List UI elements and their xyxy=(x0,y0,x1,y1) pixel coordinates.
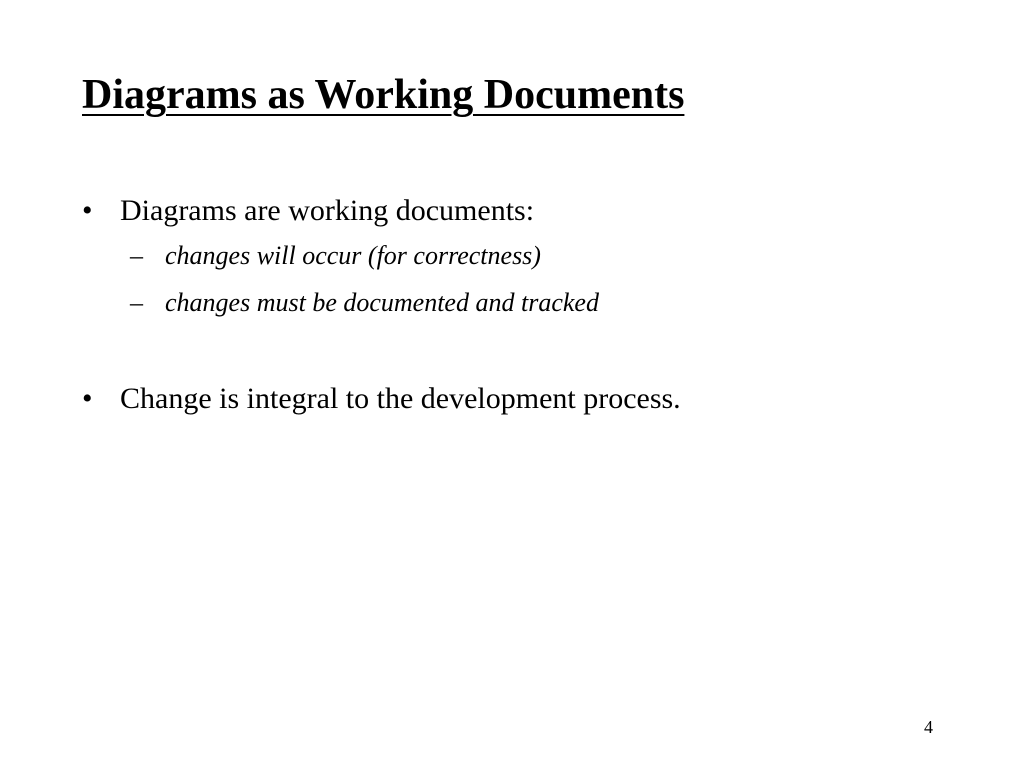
bullet-marker: • xyxy=(82,382,93,415)
bullet-text: Diagrams are working documents: xyxy=(120,194,535,227)
page-number: 4 xyxy=(924,717,933,737)
sub-bullet-item xyxy=(130,240,541,272)
sub-bullet-marker: – xyxy=(130,288,143,317)
sub-bullet-text: changes will occur (for correctness) xyxy=(165,241,541,270)
sub-bullet-item xyxy=(130,287,599,319)
sub-bullet-text: changes must be documented and tracked xyxy=(165,288,599,317)
bullet-item xyxy=(82,193,534,229)
bullet-item xyxy=(82,381,681,417)
sub-bullet-marker: – xyxy=(130,241,143,270)
bullet-text: Change is integral to the development process. xyxy=(120,382,681,415)
bullet-marker: • xyxy=(82,194,93,227)
slide-title: Diagrams as Working Documents xyxy=(82,72,685,118)
